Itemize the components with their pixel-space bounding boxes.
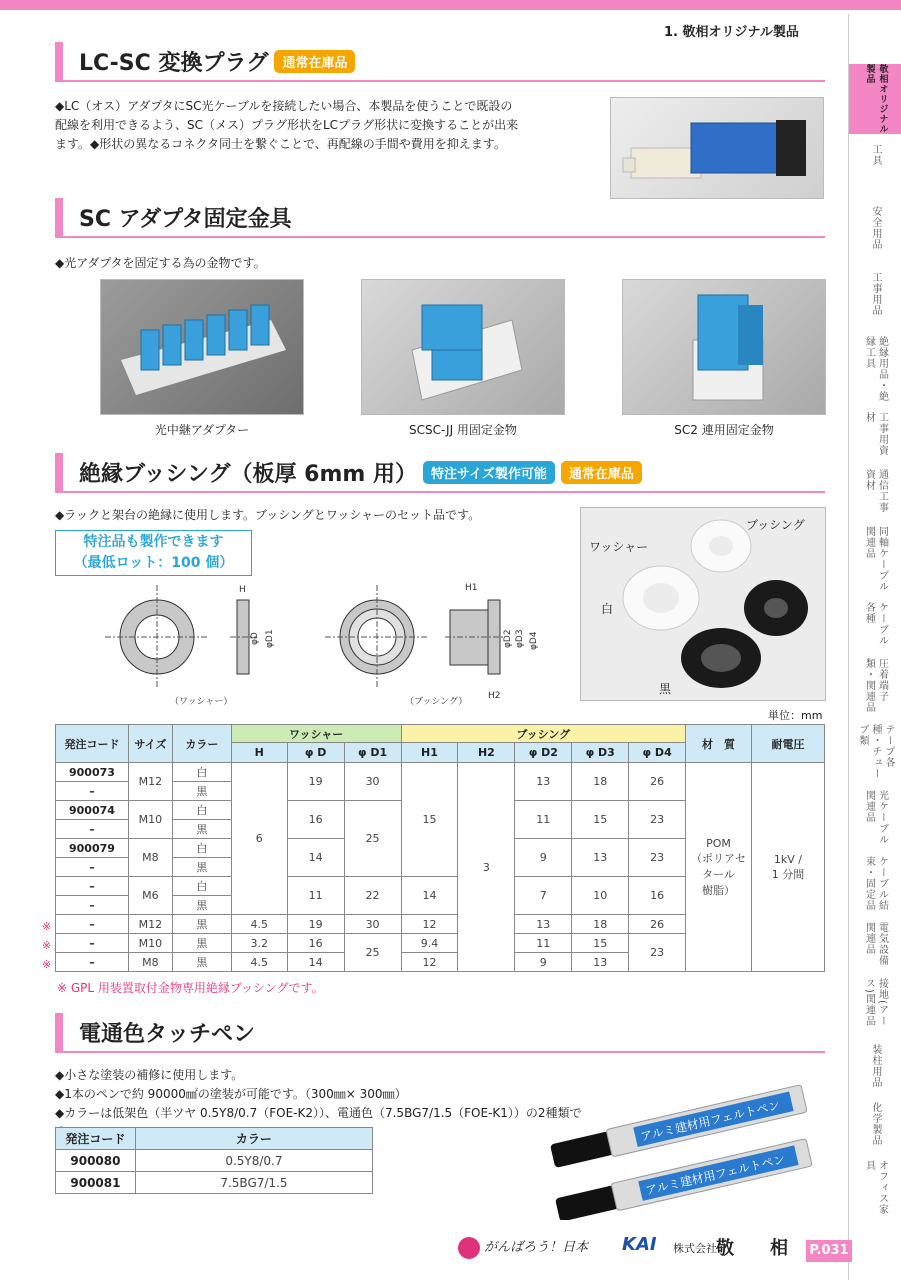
tab-chemical[interactable]: 化学製品 <box>870 1102 881 1146</box>
caption-sc2: SC2 連用固定金物 <box>674 423 774 437</box>
table-row: – 黒 <box>56 782 825 801</box>
relay-adapter-illustration <box>101 280 304 415</box>
material-cell: POM （ポリアセ タール 樹脂） <box>686 763 752 972</box>
tab-tools[interactable]: 工具 <box>870 144 881 166</box>
header-d: φ D <box>287 743 344 763</box>
gpl-note: ※ GPL 用装置取付金物専用絶縁ブッシングです。 <box>57 981 324 995</box>
footer-slogan: がんばろう！日本 <box>458 1236 588 1259</box>
touch-pen-photo <box>540 1070 830 1220</box>
label-d2: φD2 <box>503 629 513 648</box>
chapter-title: 1. 敬相オリジナル製品 <box>664 25 799 40</box>
label-d1: φD1 <box>265 629 275 648</box>
header-material: 材 質 <box>686 725 752 763</box>
header-bushing: ブッシング <box>401 725 686 743</box>
cherry-blossom-icon <box>458 1237 480 1259</box>
table-row: 900081 7.5BG7/1.5 <box>56 1172 373 1194</box>
company-name: 敬 相 <box>716 1238 788 1259</box>
header-h: H <box>231 743 287 763</box>
touch-pen-table <box>55 1127 373 1194</box>
tab-insulation[interactable]: 絶縁用品・絶縁工具 <box>863 336 888 402</box>
tab-safety[interactable]: 安全用品 <box>870 206 881 250</box>
tab-telecom[interactable]: 通信工事資材 <box>863 469 888 513</box>
adapter-photo-1 <box>100 279 304 415</box>
photo-label-bushing: ブッシング <box>746 518 805 532</box>
photo-label-black: 黒 <box>659 682 672 696</box>
table-row: – 黒 <box>56 858 825 877</box>
table-row: 900080 0.5Y8/0.7 <box>56 1150 373 1172</box>
header-d1: φ D1 <box>344 743 401 763</box>
pen-header-code: 発注コード <box>56 1128 136 1150</box>
kai-logo: KAI <box>622 1234 657 1255</box>
table-row: 900074 M10 白 16 25 11 15 23 <box>56 801 825 820</box>
top-accent-bar <box>0 0 901 10</box>
washer-caption: （ワッシャー） <box>170 697 233 707</box>
header-washer: ワッシャー <box>231 725 401 743</box>
side-tab-bar <box>848 14 901 1280</box>
tab-optical[interactable]: 光ケーブル関連品 <box>863 790 888 845</box>
label-d: φD <box>250 632 260 645</box>
lc-sc-plug-photo <box>610 97 824 199</box>
table-row: – 黒 <box>56 896 825 915</box>
tab-original[interactable]: 敬相オリジナル製品 <box>849 64 901 134</box>
label-d3: φD3 <box>515 629 525 648</box>
tab-tape[interactable]: テープ各種・チューブ類 <box>857 724 894 779</box>
bushing-photo-illustration <box>581 508 826 701</box>
section-title: SC アダプタ固定金具 <box>79 206 292 232</box>
touch-pen-description: ◆小さな塗装の補修に使用します。 ◆1本のペンで約 90000㎟の塗装が可能です。（300㎜× 300㎜） ◆カラーは低架色（半ツヤ 0.5Y8/0.7（FOE-K2））、電通色（7.5BG7/1.5（FOE-K1））の2種類で <box>55 1068 582 1120</box>
header-h2: H2 <box>458 743 515 763</box>
company-prefix: 株式会社 <box>673 1242 717 1255</box>
caption-scsc-jj: SCSC-JJ 用固定金物 <box>409 423 517 437</box>
scsc-jj-bracket-illustration <box>362 280 565 415</box>
section-touch-pen-header <box>55 1013 825 1053</box>
tab-materials[interactable]: 工事用資材 <box>863 412 888 456</box>
header-color: カラー <box>172 725 231 763</box>
tab-construction[interactable]: 工事用品 <box>870 272 881 316</box>
tab-terminals[interactable]: 圧着端子類・関連品 <box>863 658 888 713</box>
tab-coaxial[interactable]: 同軸ケーブル関連品 <box>863 526 888 592</box>
note-mark-2: ※ <box>42 939 52 952</box>
section-bushing-header <box>55 453 825 493</box>
header-code: 発注コード <box>56 725 129 763</box>
table-row: 900073 M12 白 6 19 30 15 3 13 18 26 POM （ポリアセ タール 樹脂） 1kV / 1 分間 <box>56 763 825 782</box>
section-title: LC-SC 変換プラグ <box>79 50 269 76</box>
bushing-spec-table <box>55 724 825 972</box>
table-row: – 黒 <box>56 820 825 839</box>
lc-sc-description: ◆LC（オス）アダプタにSC光ケーブルを接続したい場合、本製品を使うことで既設の 配線を利用できるよう、SC（メス）プラグ形状をLCプラグ形状に変換することが出来 ます。◆形状の異なるコネクタ同士を繋ぐことで、再配線の手間や費用を抑えます。 <box>55 99 519 151</box>
bushing-description: ◆ラックと架台の絶縁に使用します。ブッシングとワッシャーのセット品です。 <box>55 508 481 522</box>
stock-badge: 通常在庫品 <box>561 461 642 484</box>
adapter-photo-2 <box>361 279 565 415</box>
table-row: – M6 白 11 22 14 7 10 16 <box>56 877 825 896</box>
header-voltage: 耐電圧 <box>751 725 824 763</box>
header-d4: φ D4 <box>629 743 686 763</box>
header-d2: φ D2 <box>515 743 572 763</box>
pen-label-2: アルミ建材用フェルトペン <box>644 1152 787 1198</box>
tab-pole[interactable]: 装柱用品 <box>870 1044 881 1088</box>
custom-order-box: 特注品も製作できます （最低ロット：100 個） <box>55 530 252 576</box>
section-lc-sc-header <box>55 42 825 82</box>
bushing-photo <box>580 507 826 701</box>
label-h: H <box>239 585 246 595</box>
bushing-technical-drawing <box>100 580 570 710</box>
tab-cable[interactable]: ケーブル各種 <box>863 602 888 646</box>
tab-electric[interactable]: 電気設備関連品 <box>863 922 888 966</box>
tab-office[interactable]: オフィス家具 <box>863 1160 888 1215</box>
header-h1: H1 <box>401 743 458 763</box>
adapter-photo-3 <box>622 279 826 415</box>
table-row: – M12 黒 4.5 19 30 12 13 18 26 <box>56 915 825 934</box>
photo-label-washer: ワッシャー <box>589 540 649 554</box>
table-row: – M10 黒 3.2 16 25 9.4 11 15 23 <box>56 934 825 953</box>
caption-relay-adapter: 光中継アダプター <box>154 423 250 437</box>
section-title: 絶縁ブッシング（板厚 6mm 用） <box>79 461 417 487</box>
stock-badge: 通常在庫品 <box>274 50 355 73</box>
label-h2: H2 <box>488 691 501 701</box>
section-sc-adapter-header <box>55 198 825 238</box>
pen-label-1: アルミ建材用フェルトペン <box>639 1098 782 1144</box>
label-d4: φD4 <box>529 631 539 650</box>
lc-sc-plug-illustration <box>611 98 824 199</box>
custom-badge: 特注サイズ製作可能 <box>423 461 555 484</box>
photo-label-white: 白 <box>601 602 614 616</box>
header-size: サイズ <box>128 725 172 763</box>
tab-earth[interactable]: 接地(アース)関連品 <box>863 978 888 1027</box>
bushing-caption: （ブッシング） <box>405 697 468 707</box>
tab-binding[interactable]: ケーブル結束・固定品 <box>863 856 888 911</box>
unit-label: 単位：mm <box>768 709 823 722</box>
section-title: 電通色タッチペン <box>79 1021 256 1047</box>
sc2-bracket-illustration <box>623 280 826 415</box>
voltage-cell: 1kV / 1 分間 <box>751 763 824 972</box>
note-mark-1: ※ <box>42 920 52 933</box>
table-row: 900079 M8 白 14 9 13 23 <box>56 839 825 858</box>
page-number: P.031 <box>806 1240 852 1262</box>
table-row: – M8 黒 4.5 14 12 9 13 <box>56 953 825 972</box>
sc-adapter-description: ◆光アダプタを固定する為の金物です。 <box>55 256 266 270</box>
note-mark-3: ※ <box>42 958 52 971</box>
pen-header-color: カラー <box>135 1128 372 1150</box>
label-h1: H1 <box>465 583 478 593</box>
header-d3: φ D3 <box>572 743 629 763</box>
